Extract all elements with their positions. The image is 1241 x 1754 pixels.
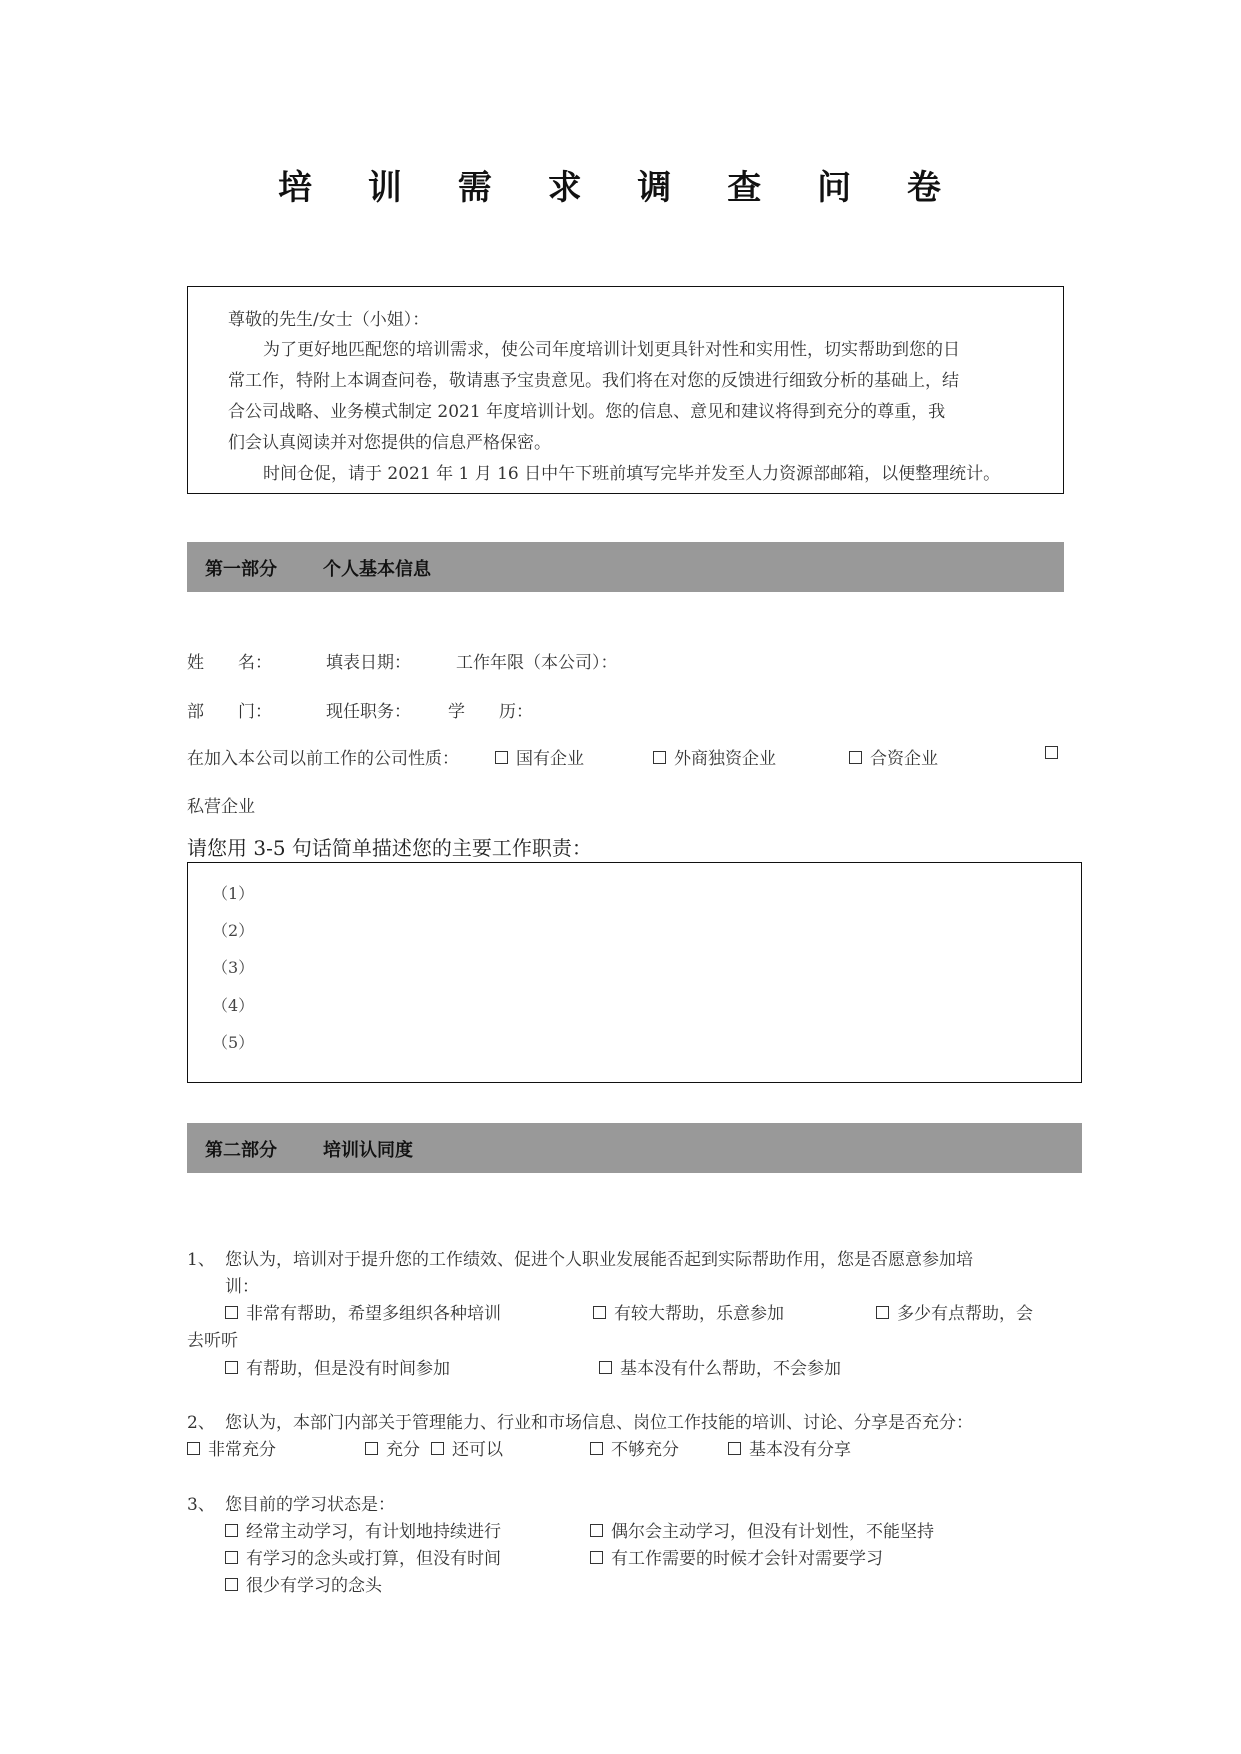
option-state-owned[interactable]: 国有企业 [495, 744, 584, 769]
duty-item: （4） [212, 996, 255, 1015]
option-joint-venture[interactable]: 合资企业 [849, 744, 938, 769]
checkbox[interactable] [1045, 746, 1058, 759]
checkbox[interactable] [187, 1442, 200, 1455]
q2-option[interactable]: 充分 [365, 1435, 420, 1460]
checkbox[interactable] [849, 751, 862, 764]
q1-option[interactable]: 有较大帮助，乐意参加 [593, 1299, 784, 1324]
checkbox[interactable] [431, 1442, 444, 1455]
checkbox[interactable] [590, 1442, 603, 1455]
q3-option[interactable]: 很少有学习的念头 [225, 1571, 382, 1596]
duties-prompt: 请您用 3-5 句话简单描述您的主要工作职责： [187, 836, 592, 860]
checkbox[interactable] [225, 1578, 238, 1591]
q2-option[interactable]: 不够充分 [590, 1435, 679, 1460]
checkbox[interactable] [590, 1551, 603, 1564]
section1-title: 个人基本信息 [323, 559, 431, 580]
date-field-label: 填表日期： [326, 653, 411, 673]
duty-item: （3） [212, 958, 255, 977]
q1-option[interactable]: 基本没有什么帮助，不会参加 [599, 1354, 841, 1379]
duty-item: （2） [212, 921, 255, 940]
checkbox[interactable] [225, 1551, 238, 1564]
q3-number: 3、 [187, 1495, 215, 1515]
q2-option[interactable]: 基本没有分享 [728, 1435, 851, 1460]
q1-number: 1、 [187, 1250, 215, 1270]
intro-paragraph-line: 常工作，特附上本调查问卷，敬请惠予宝贵意见。我们将在对您的反馈进行细致分析的基础上，结 [228, 371, 959, 391]
q1-option-cont: 去听听 [187, 1331, 238, 1351]
q1-text: 您认为，培训对于提升您的工作绩效、促进个人职业发展能否起到实际帮助作用，您是否愿意参加培 [225, 1250, 973, 1270]
intro-paragraph-line: 合公司战略、业务模式制定 2021 年度培训计划。您的信息、意见和建议将得到充分的尊重，我 [228, 402, 946, 422]
option-private-checkbox[interactable] [1045, 744, 1066, 764]
intro-paragraph-line: 们会认真阅读并对您提供的信息严格保密。 [228, 433, 551, 453]
checkbox[interactable] [365, 1442, 378, 1455]
q3-option[interactable]: 偶尔会主动学习，但没有计划性，不能坚持 [590, 1517, 934, 1542]
intro-greeting: 尊敬的先生/女士（小姐）： [228, 310, 430, 330]
checkbox[interactable] [599, 1361, 612, 1374]
duties-input-box[interactable] [187, 862, 1082, 1083]
document-title: 培 训 需 求 调 查 问 卷 [278, 168, 963, 208]
section1-header [187, 542, 1064, 592]
checkbox[interactable] [876, 1306, 889, 1319]
section2-label: 第二部分 [205, 1140, 277, 1161]
checkbox[interactable] [590, 1524, 603, 1537]
option-private-label: 私营企业 [187, 797, 255, 817]
q1-option[interactable]: 有帮助，但是没有时间参加 [225, 1354, 450, 1379]
prev-company-label: 在加入本公司以前工作的公司性质： [187, 749, 459, 769]
q1-text-cont: 训： [225, 1277, 259, 1297]
q2-option[interactable]: 非常充分 [187, 1435, 276, 1460]
q1-option[interactable]: 多少有点帮助，会 [876, 1299, 1033, 1324]
years-field-label: 工作年限（本公司）： [456, 653, 618, 673]
checkbox[interactable] [225, 1306, 238, 1319]
checkbox[interactable] [225, 1524, 238, 1537]
department-field-label: 部 门： [187, 702, 272, 722]
q1-option[interactable]: 非常有帮助，希望多组织各种培训 [225, 1299, 501, 1324]
option-foreign-owned[interactable]: 外商独资企业 [653, 744, 776, 769]
education-field-label: 学 历： [448, 702, 533, 722]
intro-paragraph-line: 为了更好地匹配您的培训需求，使公司年度培训计划更具针对性和实用性，切实帮助到您的日 [263, 340, 960, 360]
q2-text: 您认为，本部门内部关于管理能力、行业和市场信息、岗位工作技能的培训、讨论、分享是否充分： [225, 1413, 973, 1433]
checkbox[interactable] [653, 751, 666, 764]
q3-option[interactable]: 经常主动学习，有计划地持续进行 [225, 1517, 501, 1542]
duty-item: （5） [212, 1033, 255, 1052]
q3-option[interactable]: 有工作需要的时候才会针对需要学习 [590, 1544, 883, 1569]
q2-number: 2、 [187, 1413, 215, 1433]
q3-text: 您目前的学习状态是： [225, 1495, 395, 1515]
duty-item: （1） [212, 884, 255, 903]
checkbox[interactable] [225, 1361, 238, 1374]
q2-option[interactable]: 还可以 [431, 1435, 503, 1460]
section2-header [187, 1123, 1082, 1173]
checkbox[interactable] [593, 1306, 606, 1319]
name-field-label: 姓 名： [187, 653, 272, 673]
q3-option[interactable]: 有学习的念头或打算，但没有时间 [225, 1544, 501, 1569]
intro-deadline: 时间仓促，请于 2021 年 1 月 16 日中午下班前填写完毕并发至人力资源部邮箱，以便整理统计。 [263, 464, 1001, 484]
section2-title: 培训认同度 [323, 1140, 413, 1161]
position-field-label: 现任职务： [326, 702, 411, 722]
checkbox[interactable] [728, 1442, 741, 1455]
intro-box [187, 286, 1064, 494]
checkbox[interactable] [495, 751, 508, 764]
section1-label: 第一部分 [205, 559, 277, 580]
